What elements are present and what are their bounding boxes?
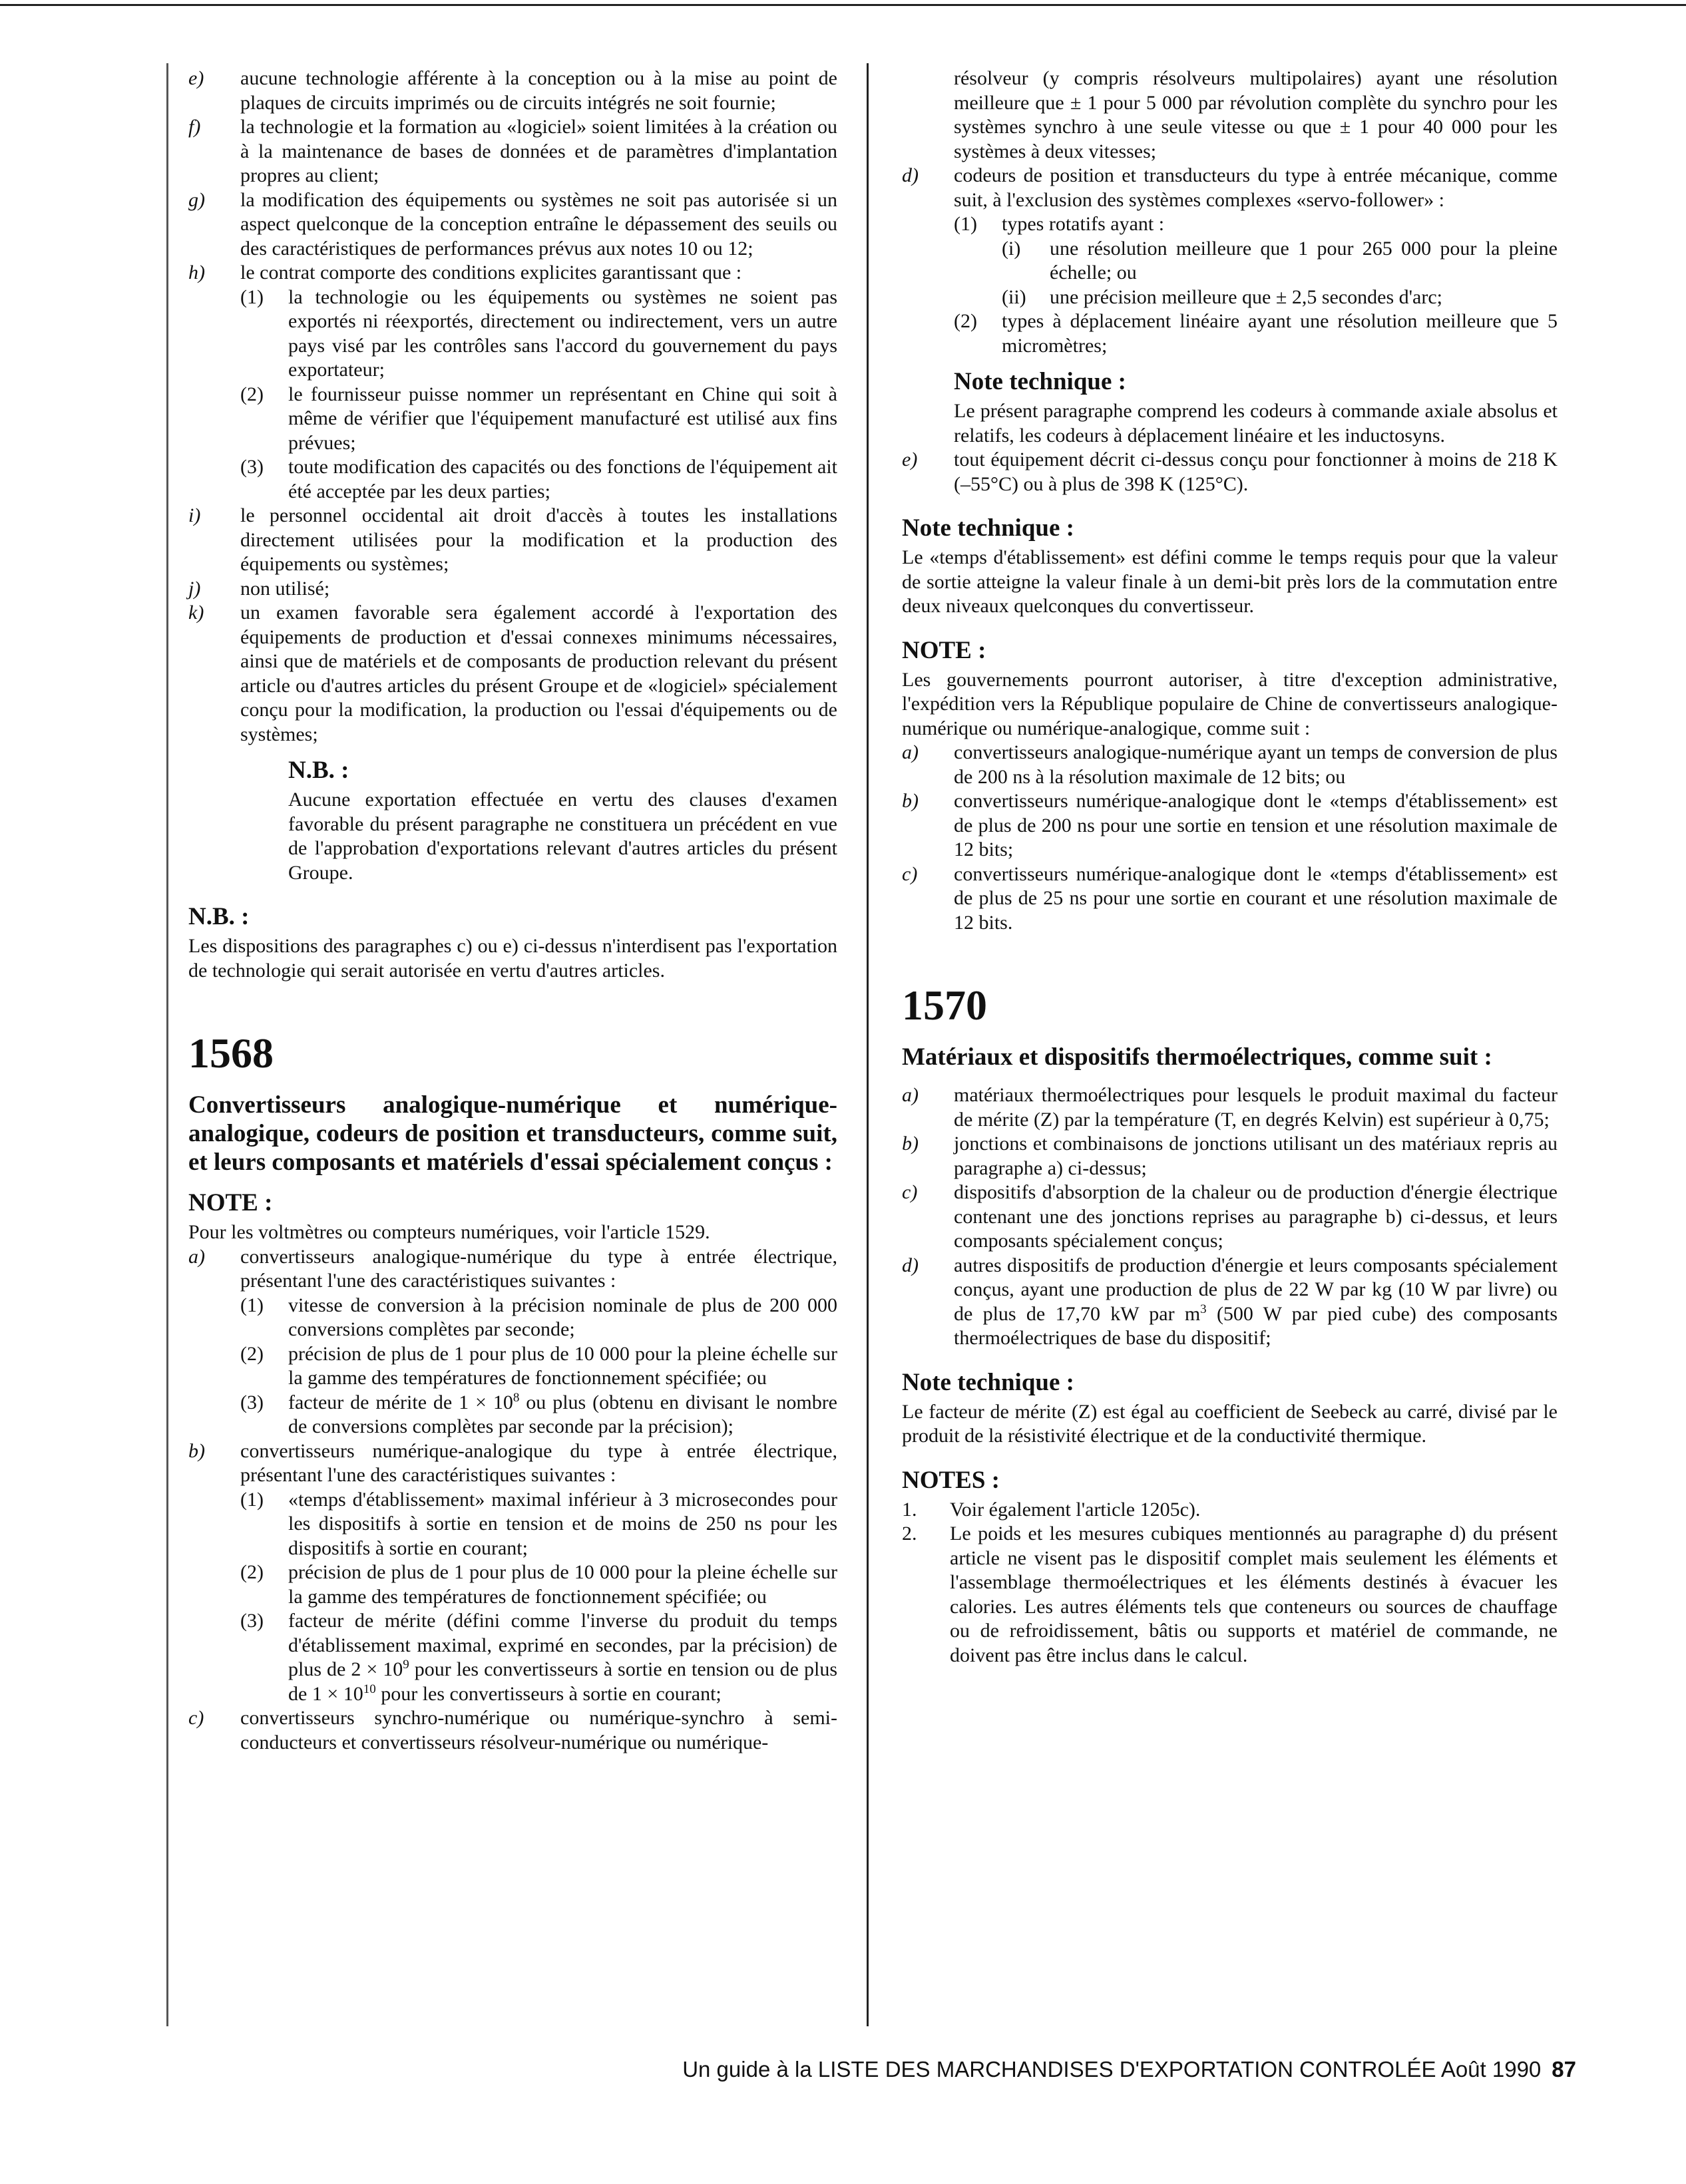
note-item-label: 1. [902,1498,917,1521]
item-d1 [954,212,1558,237]
column-divider [867,63,869,2026]
item-text: convertisseurs synchro-numérique ou numérique-synchro à semi-conducteurs et convertisseurs résolveur-numérique ou numérique- [240,1707,837,1753]
article-1570-notes [902,1498,1558,1668]
text-part: pour les convertisseurs à sortie en courant; [375,1682,722,1705]
list-item-text: dispositifs d'absorption de la chaleur ou de production d'énergie électrique contenant une des jonctions reprises au paragraphe b) ci-dessus, et leurs composants spécialement conçus; [954,1181,1558,1252]
nb-text: Les dispositions des paragraphes c) ou e) ci-dessus n'interdisent pas l'exportation de technologie qui serait autorisée en vertu d'autres articles. [188,935,837,982]
note-technique-2-heading: Note technique : [902,514,1074,542]
list-item-text: un examen favorable sera également accordé à l'exportation des équipements de production et d'essai connexes minimums nécessaires, ainsi que de matériels et de composants de production relevant du présent article ou d'autres articles du présent Groupe et de «logiciel» spécialement conçu pour la modification, la production ou l'essai d'équipements ou de systèmes; [240,602,837,745]
item-text [954,1254,1558,1351]
list-item [902,789,1558,862]
sub-sub-item-label: (ii) [1002,285,1026,308]
list-item-text: le personnel occidental ait droit d'accès à toutes les installations directement utilisées pour la modification et la production des équipements ou systèmes; [240,504,837,575]
superscript: 9 [403,1658,409,1672]
list-item-text: convertisseurs numérique-analogique dont le «temps d'établissement» est de plus de 25 ns pour une sortie en courant et une résolution maximale de 12 bits. [954,862,1558,934]
list-item [188,601,837,747]
condition-h-subitems [188,285,837,504]
note-item [902,1498,1558,1523]
note-technique-text: Le présent paragraphe comprend les codeurs à commande axiale absolus et relatifs, les codeurs à déplacement linéaire et les inductosyns. [954,400,1558,447]
article-1568-item-c [188,1706,837,1755]
sub-item-text: vitesse de conversion à la précision nominale de plus de 200 000 conversions complètes par seconde; [288,1294,837,1340]
article-1568-number: 1568 [188,1029,274,1077]
article-1568-item-a [188,1245,837,1294]
sub-item-text: précision de plus de 1 pour plus de 10 000 pour la pleine échelle sur la gamme des températures de fonctionnement spécifiée; ou [288,1561,837,1608]
sub-item [240,383,837,456]
note-heading: NOTE : [902,636,986,664]
list-item-label: b) [902,790,919,812]
sub-item [240,1294,837,1342]
item-label: c) [188,1707,204,1729]
list-item [902,1083,1558,1132]
item-d2 [954,309,1558,358]
note-item-text: Le poids et les mesures cubiques mentionnés au paragraphe d) du présent article ne visent pas le dispositif complet mais seulement les éléments et l'assemblage thermoélectriques et les éléments destinés à évacuer les calories. Les autres éléments tels que conteneurs ou sources de chauffage ou de refroidissement, bâtis ou supports et matériel de commande, ne doivent pas être inclus dans le calcul. [950,1523,1558,1666]
conditions-list-b [188,504,837,747]
sub-item-text: la technologie ou les équipements ou systèmes ne soient pas exportés ni réexportés, directement ou indirectement, vers un autre pays visé par les contrôles sans l'accord du gouvernement du pays exportateur; [288,285,837,381]
sub-sub-item-text: une précision meilleure que ± 2,5 secondes d'arc; [1050,285,1442,308]
list-item-label: e) [188,67,204,89]
article-1568-item-b [188,1439,837,1488]
right-column [902,67,1558,1668]
sub-sub-item [1002,237,1558,285]
sub-item-label: (1) [240,285,264,308]
list-item-text: convertisseurs numérique-analogique dont le «temps d'établissement» est de plus de 200 ns pour une sortie en tension et une résolution maximale de 12 bits; [954,790,1558,860]
superscript: 8 [513,1390,520,1405]
list-item-label: g) [188,188,205,211]
list-item-text: jonctions et combinaisons de jonctions utilisant un des matériaux repris au paragraphe a) ci-dessus; [954,1133,1558,1179]
item-label: d) [902,164,919,186]
list-item-text: le contrat comporte des conditions explicites garantissant que : [240,262,742,283]
list-item-label: c) [902,1181,918,1203]
article-1570-note-technique-heading: Note technique : [902,1368,1074,1396]
article-1568-note-text: Pour les voltmètres ou compteurs numériques, voir l'article 1529. [188,1221,710,1243]
list-item-text: la modification des équipements ou systèmes ne soit pas autorisée si un aspect quelconque de la conception entraîne le dépassement des seuils ou des caractéristiques de performances prévus aux notes 10 ou 12; [240,188,837,260]
list-item-label: i) [188,504,201,526]
article-1568-item-d [902,164,1558,212]
sub-item-text: précision de plus de 1 pour plus de 10 000 pour la pleine échelle sur la gamme des températures de fonctionnement spécifiée; ou [288,1342,837,1389]
list-item-text: matériaux thermoélectriques pour lesquels le produit maximal du facteur de mérite (Z) par la température (T, en degrés Kelvin) est supérieur à 0,75; [954,1084,1558,1131]
sub-item-text: «temps d'établissement» maximal inférieur à 3 microsecondes pour les dispositifs à sortie en tension et de moins de 250 ns pour les dispositifs à sortie en courant; [288,1488,837,1559]
item-d1-subitems [902,237,1558,310]
article-1568-item-e [902,448,1558,496]
item-text: tout équipement décrit ci-dessus conçu pour fonctionner à moins de 218 K (–55°C) ou à plus de 398 K (125°C). [954,449,1558,495]
sub-item-text: toute modification des capacités ou des fonctions de l'équipement ait été acceptée par les deux parties; [288,456,837,502]
list-item [902,862,1558,936]
nb-inner-heading: N.B. : [288,757,349,784]
subitem-label: (2) [954,310,977,332]
list-item [188,188,837,262]
list-item-label: c) [902,862,918,885]
item-text: convertisseurs numérique-analogique du type à entrée électrique, présentant l'une des caractéristiques suivantes : [240,1439,837,1486]
sub-item [240,285,837,383]
list-item [188,504,837,577]
superscript: 3 [1200,1302,1207,1316]
footer-text: Un guide à la LISTE DES MARCHANDISES D'EXPORTATION CONTROLÉE Août 1990 [682,2057,1542,2082]
sub-item-text: le fournisseur puisse nommer un représentant en Chine qui soit à même de vérifier que l'équipement manufacturé est utilisé aux fins prévues; [288,383,837,454]
list-item [188,261,837,285]
text-part: facteur de mérite (défini comme l'inverse du produit du temps d'établissement maximal, exprimé en secondes, par la précision) de plus de 2 × 10 [288,1610,837,1680]
list-item-label: a) [902,1084,919,1106]
sub-item-label: (1) [240,1488,264,1511]
article-1568-a3 [240,1391,837,1439]
sub-item-label: (2) [240,1342,264,1365]
list-item-label: k) [188,602,204,624]
page-number: 87 [1552,2057,1576,2082]
list-item [902,1181,1558,1254]
list-item [188,115,837,188]
note-technique-heading: Note technique : [954,368,1126,395]
text-part: (500 W par pied cube) des composants thermoélectriques de base du dispositif; [954,1302,1558,1349]
sub-sub-item-text: une résolution meilleure que 1 pour 265 000 pour la pleine échelle; ou [1050,237,1558,283]
subitem-text: types à déplacement linéaire ayant une résolution meilleure que 5 micromètres; [1002,310,1558,357]
sub-item-label: (2) [240,1561,264,1583]
left-margin-rule [166,63,168,2026]
sub-item-label: (3) [240,456,264,478]
item-label: b) [188,1439,205,1462]
article-1568-note-heading: NOTE : [188,1189,273,1216]
sub-sub-item-label: (i) [1002,237,1021,260]
text-part: ou plus (obtenu en divisant le nombre de conversions complètes par seconde par la précision); [288,1391,837,1437]
article-1570-item-d [902,1254,1558,1351]
item-text: codeurs de position et transducteurs du type à entrée mécanique, comme suit, à l'exclusion des systèmes complexes «servo-follower» : [954,164,1558,211]
page-footer [624,2056,1576,2083]
item-label: e) [902,449,918,470]
sub-item [240,455,837,504]
list-item [902,741,1558,789]
text-part: autres dispositifs de production d'énergie et leurs composants spécialement conçus, ayant une production de plus de 22 W par kg (10 W par livre) ou de plus de 17,70 kW par m [954,1254,1558,1325]
article-1568-b-subitems [188,1488,837,1610]
top-border [0,4,1686,6]
list-item [902,1132,1558,1181]
list-item-label: a) [902,741,919,763]
note-item-text: Voir également l'article 1205c). [950,1498,1201,1521]
note-text: Les gouvernements pourront autoriser, à titre d'exception administrative, l'expédition vers la République populaire de Chine de convertisseurs analogique-numérique ou numérique-analogique, comme suit : [902,668,1558,739]
note-technique-1-block [954,367,1558,448]
text-part: facteur de mérite de 1 × 10 [288,1391,513,1413]
sub-item [240,1342,837,1391]
subitem-label: (3) [240,1610,264,1632]
article-1570-items [902,1083,1558,1254]
article-1568-a-subitems [188,1294,837,1391]
conditions-list-a [188,67,837,285]
nb-heading: N.B. : [188,903,250,930]
list-item-text: la technologie et la formation au «logiciel» soient limitées à la création ou à la maintenance de bases de données et de paramètres d'implantation propres au client; [240,116,837,186]
subitem-text [288,1391,837,1439]
list-item [188,577,837,602]
list-item-label: h) [188,262,205,283]
nb-inner-block [288,756,837,885]
list-item-text: convertisseurs analogique-numérique ayant un temps de conversion de plus de 200 ns à la résolution maximale de 12 bits; ou [954,741,1558,788]
subitem-text [288,1609,837,1706]
article-1570-note-technique-text: Le facteur de mérite (Z) est égal au coefficient de Seebeck au carré, divisé par le produit de la résistivité électrique et de la conductivité thermique. [902,1400,1558,1447]
note-item-label: 2. [902,1523,917,1545]
nb-inner-text: Aucune exportation effectuée en vertu des clauses d'examen favorable du présent paragraphe ne constituera un précédent en vue de l'approbation d'exportations relevant d'autres articles du présent Groupe. [288,789,837,884]
item-text: convertisseurs analogique-numérique du type à entrée électrique, présentant l'une des caractéristiques suivantes : [240,1245,837,1292]
item-label: a) [188,1245,205,1268]
subitem-text: types rotatifs ayant : [1002,213,1165,235]
sub-item-label: (2) [240,383,264,405]
article-1570-title: Matériaux et dispositifs thermoélectriques, comme suit : [902,1043,1492,1071]
article-1570-notes-heading: NOTES : [902,1466,1000,1494]
article-1568-title: Convertisseurs analogique-numérique et numérique-analogique, codeurs de position et transducteurs, comme suit, et leurs composants et matériels d'essai spécialement conçus : [188,1091,837,1176]
subitem-label: (3) [240,1391,264,1413]
note-item [902,1522,1558,1668]
item-c-continuation: résolveur (y compris résolveurs multipolaires) ayant une résolution meilleure que ± 1 pour 5 000 par révolution complète du synchro pour les systèmes synchro à une seule vitesse ou que ± 1 pour 40 000 pour les systèmes à deux vitesses; [954,67,1558,162]
sub-item [240,1488,837,1561]
list-item-label: j) [188,577,201,600]
sub-item [240,1560,837,1609]
note-technique-2-text: Le «temps d'établissement» est défini comme le temps requis pour que la valeur de sortie atteigne la valeur finale à un demi-bit près lors de la commutation entre deux niveaux quelconques du convertisseur. [902,546,1558,617]
list-item-label: f) [188,116,201,138]
list-item-text: aucune technologie afférente à la conception ou à la mise au point de plaques de circuits imprimés ou de circuits intégrés ne soit fournie; [240,67,837,114]
left-column [188,67,837,1755]
article-1570-number: 1570 [902,982,987,1029]
note-items [902,741,1558,935]
list-item-text: non utilisé; [240,577,330,600]
list-item-label: b) [902,1133,919,1155]
list-item [188,67,837,115]
text-part: pour les convertisseurs à sortie en tension ou de plus de 1 × 10 [288,1658,838,1705]
sub-sub-item [1002,285,1558,310]
item-label: d) [902,1254,919,1276]
article-1568-b3 [240,1609,837,1706]
superscript: 10 [363,1682,376,1696]
subitem-label: (1) [954,213,977,235]
sub-item-label: (1) [240,1294,264,1316]
